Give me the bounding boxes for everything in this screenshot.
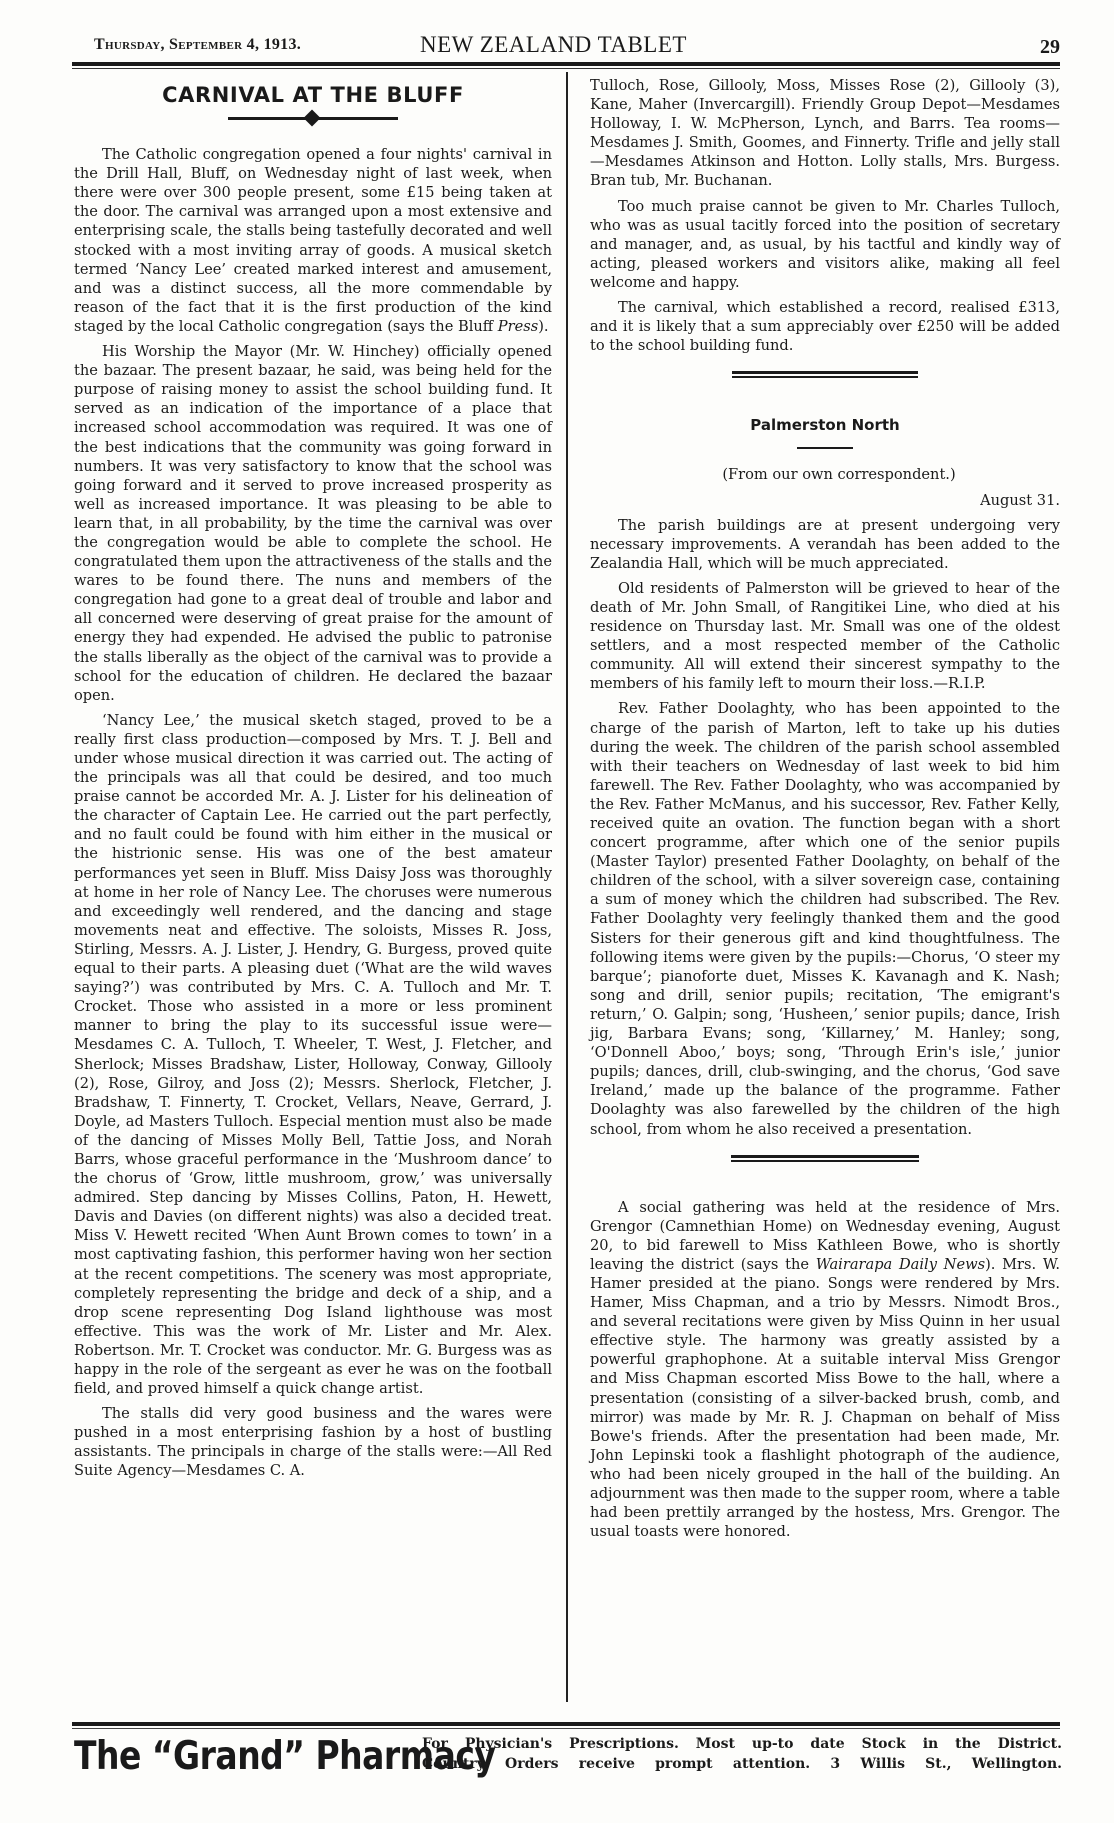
article-headline-palmerston: Palmerston North (750, 416, 900, 435)
section-divider (732, 371, 918, 378)
article-paragraph: Old residents of Palmerston will be grieved to hear of the death of Mr. John Small, of Rangitikei Line, who died at his residence on Thursday last. Mr. Small was one of the oldest settlers, and a most respected member of the Catholic community. All will extend their sincerest sympathy to the members of his family left to mourn their loss.—R.I.P. (590, 579, 1060, 693)
advert-business-name: The “Grand” Pharmacy (74, 1732, 496, 1779)
advert-text (422, 1734, 1062, 1774)
advert-rule (72, 1722, 1060, 1726)
advert-rule-thin (72, 1728, 1060, 1729)
article-paragraph: Rev. Father Doolaghty, who has been appointed to the charge of the parish of Marton, left to take up his duties during the week. The children of the parish school assembled with their teachers on Wednesday of last week to bid him farewell. The Rev. Father Doolaghty, who was accompanied by the Rev. Father McManus, and his successor, Rev. Father Kelly, received quite an ovation. The function began with a short concert programme, after which one of the senior pupils (Master Taylor) presented Father Doolaghty, on behalf of the children of the school, with a silver sovereign case, containing a sum of money which the children had subscribed. The Rev. Father Doolaghty very feelingly thanked them and the good Sisters for their generous gift and kind thoughtfulness. The following items were given by the pupils:—Chorus, ‘O steer my barque’; pianoforte duet, Misses K. Kavanagh and K. Nash; song and drill, senior pupils; recitation, ‘The emigrant's return,’ O. Galpin; song, ‘Husheen,’ senior pupils; dance, Irish jig, Barbara Evans; song, ‘Killarney,’ M. Hanley; song, ‘O'Donnell Aboo,’ boys; song, ‘Through Erin's isle,’ junior pupils; dances, drill, club-swinging, and the chorus, ‘God save Ireland,’ made up the balance of the programme. Father Doolaghty was also farewelled by the children of the high school, from whom he also received a presentation. (590, 700, 1060, 1138)
article-paragraph: The parish buildings are at present undergoing very necessary improvements. A verandah has been added to the Zealandia Hall, which will be much appreciated. (590, 516, 1060, 572)
ornamental-divider (228, 111, 398, 125)
short-divider (797, 447, 853, 449)
article-paragraph: ‘Nancy Lee,’ the musical sketch staged, proved to be a really first class production—composed by Mrs. T. J. Bell and under whose musical direction it was carried out. The acting of the principals was all that could be desired, and too much praise cannot be accorded Mr. A. J. Lister for his delineation of the character of Captain Lee. He carried out the part perfectly, and no fault could be found with him either in the musical or the histrionic sense. His was one of the best amateur performances yet seen in Bluff. Miss Daisy Joss was thoroughly at home in her role of Nancy Lee. The choruses were numerous and exceedingly well rendered, and the dancing and stage movements neat and effective. The soloists, Misses R. Joss, Stirling, Messrs. A. J. Lister, J. Hendry, G. Burgess, proved quite equal to their parts. A pleasing duet (‘What are the wild waves saying?’) was contributed by Mrs. C. A. Tulloch and Mr. T. Crocket. Those who assisted in a more or less prominent manner to bring the play to its successful issue were—Mesdames C. A. Tulloch, T. Wheeler, T. West, J. Fletcher, and Sherlock; Misses Bradshaw, Lister, Holloway, Conway, Gillooly (2), Rose, Gilroy, and Joss (2); Messrs. Sherlock, Fletcher, J. Bradshaw, T. Finnerty, T. Crocket, Vellars, Neave, Gerrard, J. Doyle, ad Masters Tulloch. Especial mention must also be made of the dancing of Misses Molly Bell, Tattie Joss, and Norah Barrs, whose graceful performance in the ‘Mushroom dance’ to the chorus of ‘Grow, little mushroom, grow,’ was universally admired. Step dancing by Misses Collins, Paton, H. Hewett, Davis and Davies (on different nights) was also a decided treat. Miss V. Hewett recited ‘When Aunt Brown comes to town’ in a most captivating fashion, this performer having won her section at the recent competitions. The scenery was most appropriate, completely representing the bridge and deck of a ship, and a drop scene representing Dog Island lighthouse was most effective. This was the work of Mr. Lister and Mr. Alex. Robertson. Mr. T. Crocket was conductor. Mr. G. Burgess was as happy in the role of the sergeant as ever he was on the football field, and proved himself a quick change artist. (74, 711, 552, 1398)
left-column (74, 76, 552, 1487)
article-headline-carnival: CARNIVAL AT THE BLUFF (162, 83, 464, 107)
masthead-rule (72, 62, 1060, 66)
advert-line: For Physician's Prescriptions. Most up-to date Stock in the District. (422, 1736, 1062, 1752)
page-number: 29 (1040, 36, 1060, 58)
pharmacy-advert (74, 1732, 1060, 1778)
advert-line: Country Orders receive prompt attention. 3 Willis St., Wellington. (422, 1756, 1062, 1772)
diamond-ornament-icon (304, 110, 321, 127)
article-paragraph: His Worship the Mayor (Mr. W. Hinchey) officially opened the bazaar. The present bazaar, he said, was being held for the purpose of raising money to assist the school building fund. It served as an indication of the importance of a place that increased school accommodation was required. It was one of the best indications that the community was going forward in numbers. It was very satisfactory to know that the school was going forward and it served to prove increased prosperity as well as increased importance. It was pleasing to be able to learn that, in all probability, by the time the carnival was over the congregation would be able to complete the school. He congratulated them upon the attractiveness of the stalls and the wares to be found there. The nuns and members of the congregation had gone to a great deal of trouble and labor and all concerned were deserving of great praise for the amount of energy they had expended. He advised the public to patronise the stalls liberally as the object of the carnival was to provide a school for the education of children. He declared the bazaar open. (74, 343, 552, 704)
article-paragraph: The stalls did very good business and the wares were pushed in a most enterprising fashion by a host of bustling assistants. The principals in charge of the stalls were:—All Red Suite Agency—Mesdames C. A. (74, 1405, 552, 1480)
newspaper-title: NEW ZEALAND TABLET (420, 32, 687, 57)
paragraph-text: A social gathering was held at the residence of Mrs. Grengor (Camnethian Home) on Wednesday evening, August 20, to bid farewell to Miss Kathleen Bowe, who is shortly leaving the district (says the (590, 1198, 1060, 1273)
masthead-rule-thin (72, 68, 1060, 69)
dateline: August 31. (980, 491, 1060, 509)
paragraph-text: The Catholic congregation opened a four nights' carnival in the Drill Hall, Bluff, on Wednesday night of last week, when there were over 300 people present, some £15 being taken at the door. The carnival was arranged upon a most extensive and enterprising scale, the stalls being tastefully decorated and well stocked with a most inviting array of goods. A musical sketch termed ‘Nancy Lee’ created marked interest and amusement, and was a distinct success, all the more commendable by reason of the fact that it is the first production of the kind staged by the local Catholic congregation (says the Bluff (74, 146, 552, 335)
publication-name: Press (497, 317, 539, 335)
paragraph-text: ). Mrs. W. Hamer presided at the piano. Songs were rendered by Mrs. Hamer, Miss Chapman, and a trio by Messrs. Nimodt Bros., and several recitations were given by Miss Quinn in her usual effective style. The harmony was greatly assisted by a powerful graphophone. At a suitable interval Miss Grengor and Miss Chapman escorted Miss Bowe to the hall, where a presentation (consisting of a silver-backed brush, comb, and mirror) was made by Mr. R. J. Chapman on behalf of Miss Bowe's friends. After the presentation had been made, Mr. John Lepinski took a flashlight photograph of the audience, who had been nicely grouped in the hall of the building. An adjournment was then made to the supper room, where a table had been prettily arranged by the hostess, Mrs. Grengor. The usual toasts were honored. (590, 1255, 1060, 1541)
article-paragraph: Too much praise cannot be given to Mr. Charles Tulloch, who was as usual tacitly forced into the position of secretary and manager, and, as usual, by his tactful and kindly way of acting, pleased workers and visitors alike, making all feel welcome and happy. (590, 197, 1060, 291)
issue-date: Thursday, September 4, 1913. (94, 36, 302, 53)
publication-name: Wairarapa Daily News (815, 1255, 986, 1273)
column-divider (566, 72, 568, 1702)
byline: (From our own correspondent.) (722, 466, 956, 484)
article-paragraph-continued: Tulloch, Rose, Gillooly, Moss, Misses Rose (2), Gillooly (3), Kane, Maher (Invercargill). Friendly Group Depot—Mesdames Holloway, I. W. McPherson, Lynch, and Barrs. Tea rooms—Mesdames J. Smith, Goomes, and Finnerty. Trifle and jelly stall—Mesdames Atkinson and Hotton. Lolly stalls, Mrs. Burgess. Bran tub, Mr. Buchanan. (590, 77, 1060, 190)
article-paragraph (74, 145, 552, 336)
masthead (72, 30, 1060, 66)
article-paragraph: The carnival, which established a record, realised £313, and it is likely that a sum appreciably over £250 will be added to the school building fund. (590, 299, 1060, 355)
right-column (590, 76, 1060, 1547)
article-paragraph (590, 1198, 1060, 1542)
section-divider (731, 1155, 919, 1162)
paragraph-text: ). (538, 317, 549, 335)
